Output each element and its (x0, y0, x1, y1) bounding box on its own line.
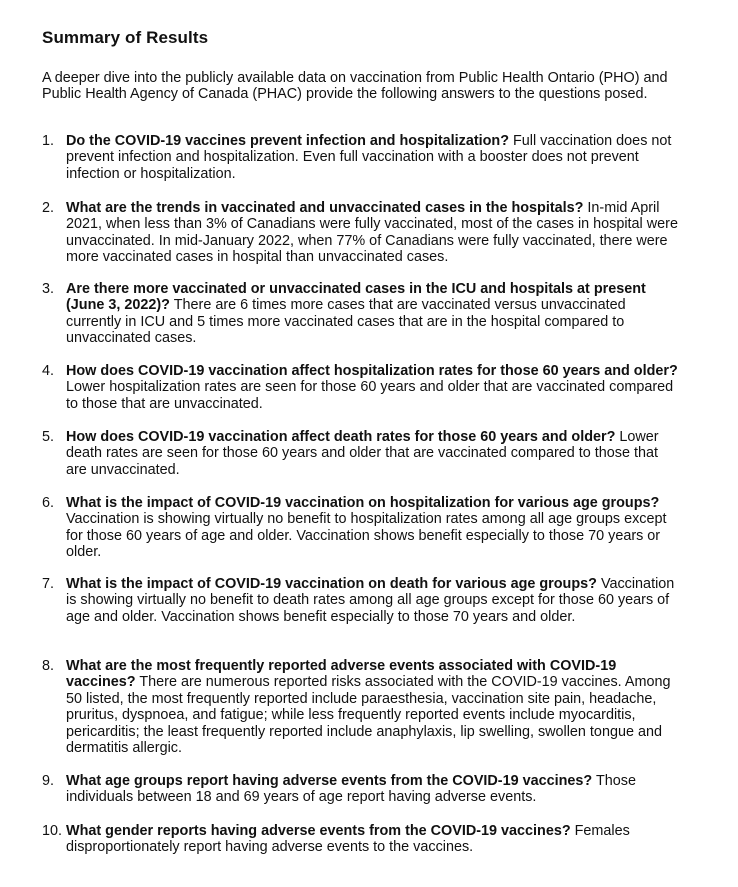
item-question: What age groups report having adverse events from the COVID-19 vaccines? (66, 773, 593, 789)
list-item (42, 200, 682, 266)
item-question: How does COVID-19 vaccination affect death rates for those 60 years and older? (66, 429, 616, 445)
item-answer: Lower hospitalization rates are seen for those 60 years and older that are vaccinated compared to those that are unvaccinated. (66, 379, 674, 412)
item-question: What is the impact of COVID-19 vaccination on hospitalization for various age groups? (66, 495, 660, 511)
item-answer: Females disproportionately report having adverse events to the vaccines. (66, 823, 630, 856)
item-number: 6. (42, 495, 55, 511)
item-number: 4. (42, 363, 55, 379)
item-answer: Lower death rates are seen for those 60 years and older that are vaccinated compared to those that are unvaccinated. (66, 429, 659, 478)
item-number: 2. (42, 200, 55, 216)
list-item (42, 363, 682, 412)
item-question: What are the most frequently reported adverse events associated with COVID-19 vaccines? (66, 658, 617, 691)
item-answer: In-mid April 2021, when less than 3% of Canadians were fully vaccinated, most of the cases in hospital were unvaccinated. In mid-January 2022, when 77% of Canadians were fully vaccinated, there were more vaccinated cases in hospital than unvaccinated cases. (66, 200, 678, 266)
list-item (42, 576, 682, 625)
item-number: 8. (42, 658, 55, 674)
page-title: Summary of Results (42, 28, 209, 47)
list-item (42, 823, 682, 856)
list-item (42, 773, 682, 806)
intro-paragraph: A deeper dive into the publicly available data on vaccination from Public Health Ontario (PHO) and Public Health Agency of Canada (PHAC) provide the following answers to the questions posed. (42, 70, 668, 103)
item-answer: There are 6 times more cases that are vaccinated versus unvaccinated currently in ICU and 5 times more vaccinated cases that are in the hospital compared to unvaccinated cases. (66, 297, 626, 347)
item-number: 9. (42, 773, 55, 789)
item-question: Do the COVID-19 vaccines prevent infection and hospitalization? (66, 133, 509, 149)
item-question: What is the impact of COVID-19 vaccination on death for various age groups? (66, 576, 597, 592)
item-number: 10. (42, 823, 63, 839)
item-answer: Full vaccination does not prevent infection and hospitalization. Even full vaccination with a booster does not prevent infection or hospitalization. (66, 133, 672, 182)
item-answer: Vaccination is showing virtually no benefit to death rates among all age groups except for those 60 years of age and older. Vaccination shows benefit especially to those 70 years and older. (66, 576, 675, 625)
item-answer: There are numerous reported risks associated with the COVID-19 vaccines. Among 50 listed, the most frequently reported include paraesthesia, vaccination site pain, headache, pruritus, dyspnoea, and fatigue; while less frequently reported events include myocarditis, pericarditis; the least frequently reported include anaphylaxis, lip swelling, swollen tongue and dermatitis allergic. (66, 674, 671, 757)
item-question: What gender reports having adverse events from the COVID-19 vaccines? (66, 823, 571, 839)
item-question: What are the trends in vaccinated and unvaccinated cases in the hospitals? (66, 200, 584, 216)
list-item (42, 281, 682, 347)
item-answer: Vaccination is showing virtually no benefit to hospitalization rates among all age groups except for those 60 years of age and older. Vaccination shows benefit especially to those 70 years or older. (66, 511, 667, 561)
item-question: How does COVID-19 vaccination affect hospitalization rates for those 60 years and older? (66, 363, 678, 379)
list-item (42, 658, 682, 756)
item-question: Are there more vaccinated or unvaccinated cases in the ICU and hospitals at present (June 3, 2022)? (66, 281, 646, 314)
item-number: 7. (42, 576, 55, 592)
item-number: 3. (42, 281, 55, 297)
list-item (42, 495, 682, 561)
list-item (42, 133, 682, 182)
item-answer: Those individuals between 18 and 69 years of age report having adverse events. (66, 773, 636, 806)
item-number: 1. (42, 133, 55, 149)
item-number: 5. (42, 429, 55, 445)
list-item (42, 429, 682, 478)
